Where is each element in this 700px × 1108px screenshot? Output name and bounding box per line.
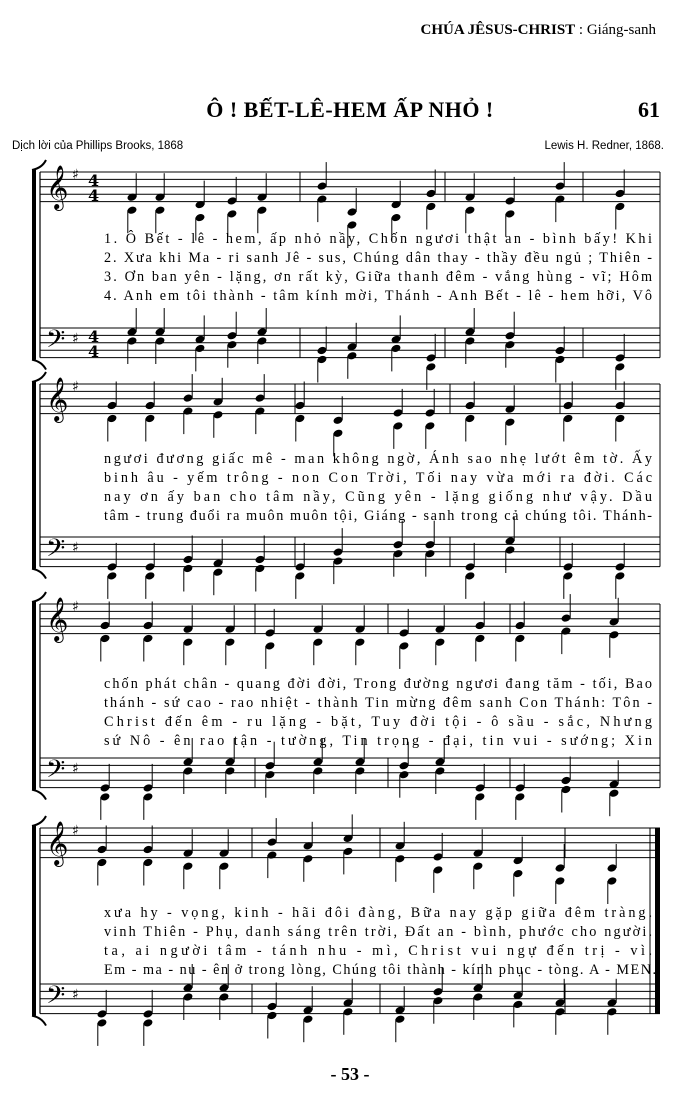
bracket-top: [32, 592, 46, 602]
bass-clef-icon: 𝄢: [46, 755, 66, 790]
system-4: [32, 814, 660, 1046]
system-2-treble-staff: [40, 384, 660, 414]
sharp-icon: ♯: [72, 823, 79, 839]
lyric-line: binh âu - yếm trông - non Con Trời, Tối nay vừa mới ra đời. Các: [104, 470, 653, 486]
bass-clef-icon: 𝄢: [46, 981, 66, 1016]
system-2-bass-staff: [40, 537, 660, 567]
lyric-line: 2. Xưa khi Ma - ri sanh Jê - sus, Chúng dân thay - thầy đều ngủ ; Thiên -: [104, 250, 652, 266]
lyric-line: ngươi đương giấc mê - man không ngờ, Ánh sao nhẹ lướt êm tờ. Ấy: [104, 451, 653, 467]
header-separator: :: [575, 22, 587, 38]
lyric-line: Em - ma - nu - ên ở trong lòng, Chúng tôi thành - kính phục - tòng. A - MEN.: [104, 962, 656, 978]
category-subtitle: Giáng-sanh: [586, 22, 656, 38]
lyric-line: thánh - sứ cao - rao nhiệt - thành Tin mừng đêm sanh Con Thánh: Tôn -: [104, 695, 652, 711]
lyric-line: sứ Nô - ên rao tận - tường, Tin trọng - đại, tin vui - sướng; Xin: [104, 733, 652, 749]
sharp-icon: ♯: [72, 599, 79, 615]
sharp-icon: ♯: [72, 379, 79, 395]
music-credit: Lewis H. Redner, 1868.: [544, 140, 664, 152]
lyrics-credit: Dịch lời của Phillips Brooks, 1868: [12, 140, 184, 152]
treble-clef-icon: 𝄞: [46, 597, 69, 641]
lyric-line: Christ đến êm - ru lặng - bặt, Tuy đời tội - ô sầu - sắc, Nhưng: [104, 714, 653, 730]
sharp-icon: ♯: [72, 540, 79, 556]
system-bracket: [32, 170, 36, 360]
time-signature-bottom: 4: [88, 186, 100, 205]
hymn-number: 61: [638, 97, 660, 122]
bass-clef-icon: 𝄢: [46, 534, 66, 569]
time-signature-top: 4: [88, 327, 100, 346]
lyric-line: 1. Ô Bết - lê - hem, ấp nhỏ nầy, Chốn ngươi thật an - bình bấy! Khi: [104, 231, 652, 247]
lyric-line: ta, ai người tâm - tánh nhu - mì, Christ vui ngự đến trị - vì.: [104, 943, 653, 959]
page-number: - 53 -: [330, 1064, 370, 1084]
bracket-top: [32, 372, 46, 382]
sharp-icon: ♯: [72, 761, 79, 777]
treble-clef-icon: 𝄞: [46, 377, 69, 421]
sharp-icon: ♯: [72, 987, 79, 1003]
system-bracket: [32, 602, 36, 790]
treble-clef-icon: 𝄞: [46, 165, 69, 209]
lyric-line: chốn phát chân - quang đời đời, Trong đường ngươi đang tăm - tối, Bao: [104, 676, 652, 692]
system-bracket: [32, 382, 36, 569]
lyric-line: 4. Anh em tôi thành - tâm kính mời, Thánh - Anh Bết - lê - hem hỡi, Vô: [104, 288, 652, 304]
sharp-icon: ♯: [72, 331, 79, 347]
hymn-title: Ô ! BẾT-LÊ-HEM ẤP NHỎ !: [206, 97, 494, 122]
bracket-bottom: [32, 569, 46, 579]
system-bracket: [32, 826, 36, 1016]
time-signature-top: 4: [88, 171, 100, 190]
sharp-icon: ♯: [72, 167, 79, 183]
final-barline-thick: [655, 828, 660, 1014]
bracket-bottom: [32, 360, 46, 370]
treble-clef-icon: 𝄞: [46, 821, 69, 865]
time-signature-bottom: 4: [88, 342, 100, 361]
lyric-line: 3. Ơn ban yên - lặng, ơn rất kỳ, Giữa thanh đêm - vắng hùng - vĩ; Hôm: [104, 269, 652, 285]
bracket-bottom: [32, 1016, 46, 1026]
bass-clef-icon: 𝄢: [46, 325, 66, 360]
lyric-line: vinh Thiên - Phụ, danh sáng trên trời, Đất an - bình, phước cho người.: [104, 924, 652, 940]
bracket-top: [32, 160, 46, 170]
lyric-line: tâm - trung đuổi ra muôn muôn tội, Giáng - sanh trong cả chúng tôi. Thánh-: [104, 508, 652, 524]
bracket-bottom: [32, 790, 46, 800]
category-title: CHÚA JÊSUS-CHRIST: [420, 22, 576, 38]
lyric-line: nay ơn ấy ban cho tâm nầy, Cũng yên - lặng giống như vậy. Dầu: [104, 489, 653, 505]
bracket-top: [32, 816, 46, 826]
lyric-line: xưa hy - vọng, kinh - hãi đôi đàng, Bữa nay gặp giữa đêm tràng.: [104, 905, 652, 921]
